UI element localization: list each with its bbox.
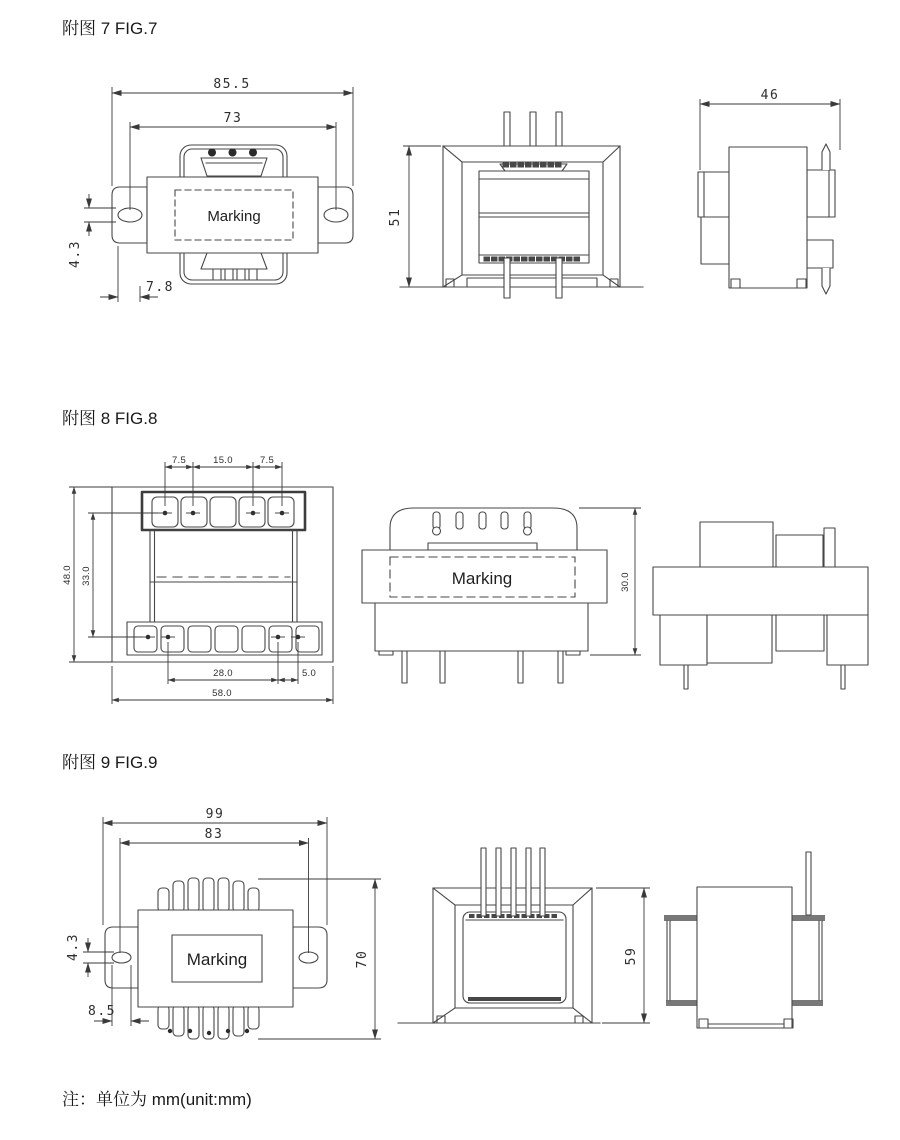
fig7-marking-label: Marking (207, 208, 261, 225)
fig8-side-view (653, 522, 868, 689)
fig9-front-view (105, 878, 327, 1039)
dim-mount-hole-span-83: 83 (204, 827, 224, 842)
fig7-title: 附图 7 FIG.7 (62, 19, 158, 38)
fig8-front-view (362, 508, 607, 683)
dim-overall-depth: 48.0 (62, 565, 73, 585)
fig9-bottom-comb (158, 1005, 259, 1039)
dim-slot-height-43: 4.3 (66, 933, 81, 961)
unit-note: 注：单位为 mm(unit:mm) (62, 1090, 252, 1109)
dim-pin-pitch-left: 7.5 (171, 455, 187, 466)
dim-edge-offset: 7.8 (146, 280, 174, 295)
fig9-coil (463, 912, 566, 1003)
dim-pin-row-span: 33.0 (81, 566, 92, 586)
fig7-end-view (698, 144, 835, 294)
fig9-marking-label: Marking (186, 950, 248, 969)
fig8-marking-label: Marking (451, 569, 513, 588)
dim-body-height-59: 59 (624, 946, 639, 966)
dim-overall-height-70: 70 (355, 949, 370, 969)
fig9-side-view (398, 848, 600, 1023)
dim-overall-width-99: 99 (205, 807, 225, 822)
fig7-end-body (729, 147, 807, 288)
dim-body-height: 51 (388, 207, 403, 227)
fig7-right-mount-hole (324, 208, 348, 222)
fig7-left-mount-hole (118, 208, 142, 222)
fig9-left-mount-hole (112, 952, 131, 963)
dim-pin-span: 28.0 (213, 668, 233, 679)
fig8-title: 附图 8 FIG.8 (62, 409, 158, 428)
fig8-top-terminal-block (142, 492, 305, 530)
dim-pin-pitch-right: 7.5 (259, 455, 275, 466)
fig9-drawing (0, 790, 900, 1075)
fig9-end-view (664, 852, 825, 1028)
dim-slot-height: 4.3 (68, 240, 83, 268)
dim-body-depth: 46 (760, 88, 780, 103)
fig7-front-view (112, 145, 353, 284)
fig8-lower-body (375, 603, 588, 651)
fig7-side-view (400, 112, 643, 298)
dim-pin-edge-offset: 5.0 (301, 668, 317, 679)
dim-pin-pitch-center: 15.0 (213, 455, 233, 466)
fig8-drawing (0, 440, 900, 730)
fig9-top-comb (158, 878, 259, 912)
fig9-right-mount-hole (299, 952, 318, 963)
fig9-title: 附图 9 FIG.9 (62, 753, 158, 772)
dim-overall-width-58: 58.0 (212, 688, 232, 699)
fig7-drawing (0, 60, 900, 360)
dim-overall-width: 85.5 (213, 77, 251, 92)
fig8-side-band (653, 567, 868, 615)
dim-slot-width-85: 8.5 (88, 1004, 116, 1019)
fig9-end-body (697, 887, 792, 1028)
dim-mount-hole-span: 73 (223, 111, 243, 126)
dim-body-height-30: 30.0 (620, 572, 631, 592)
